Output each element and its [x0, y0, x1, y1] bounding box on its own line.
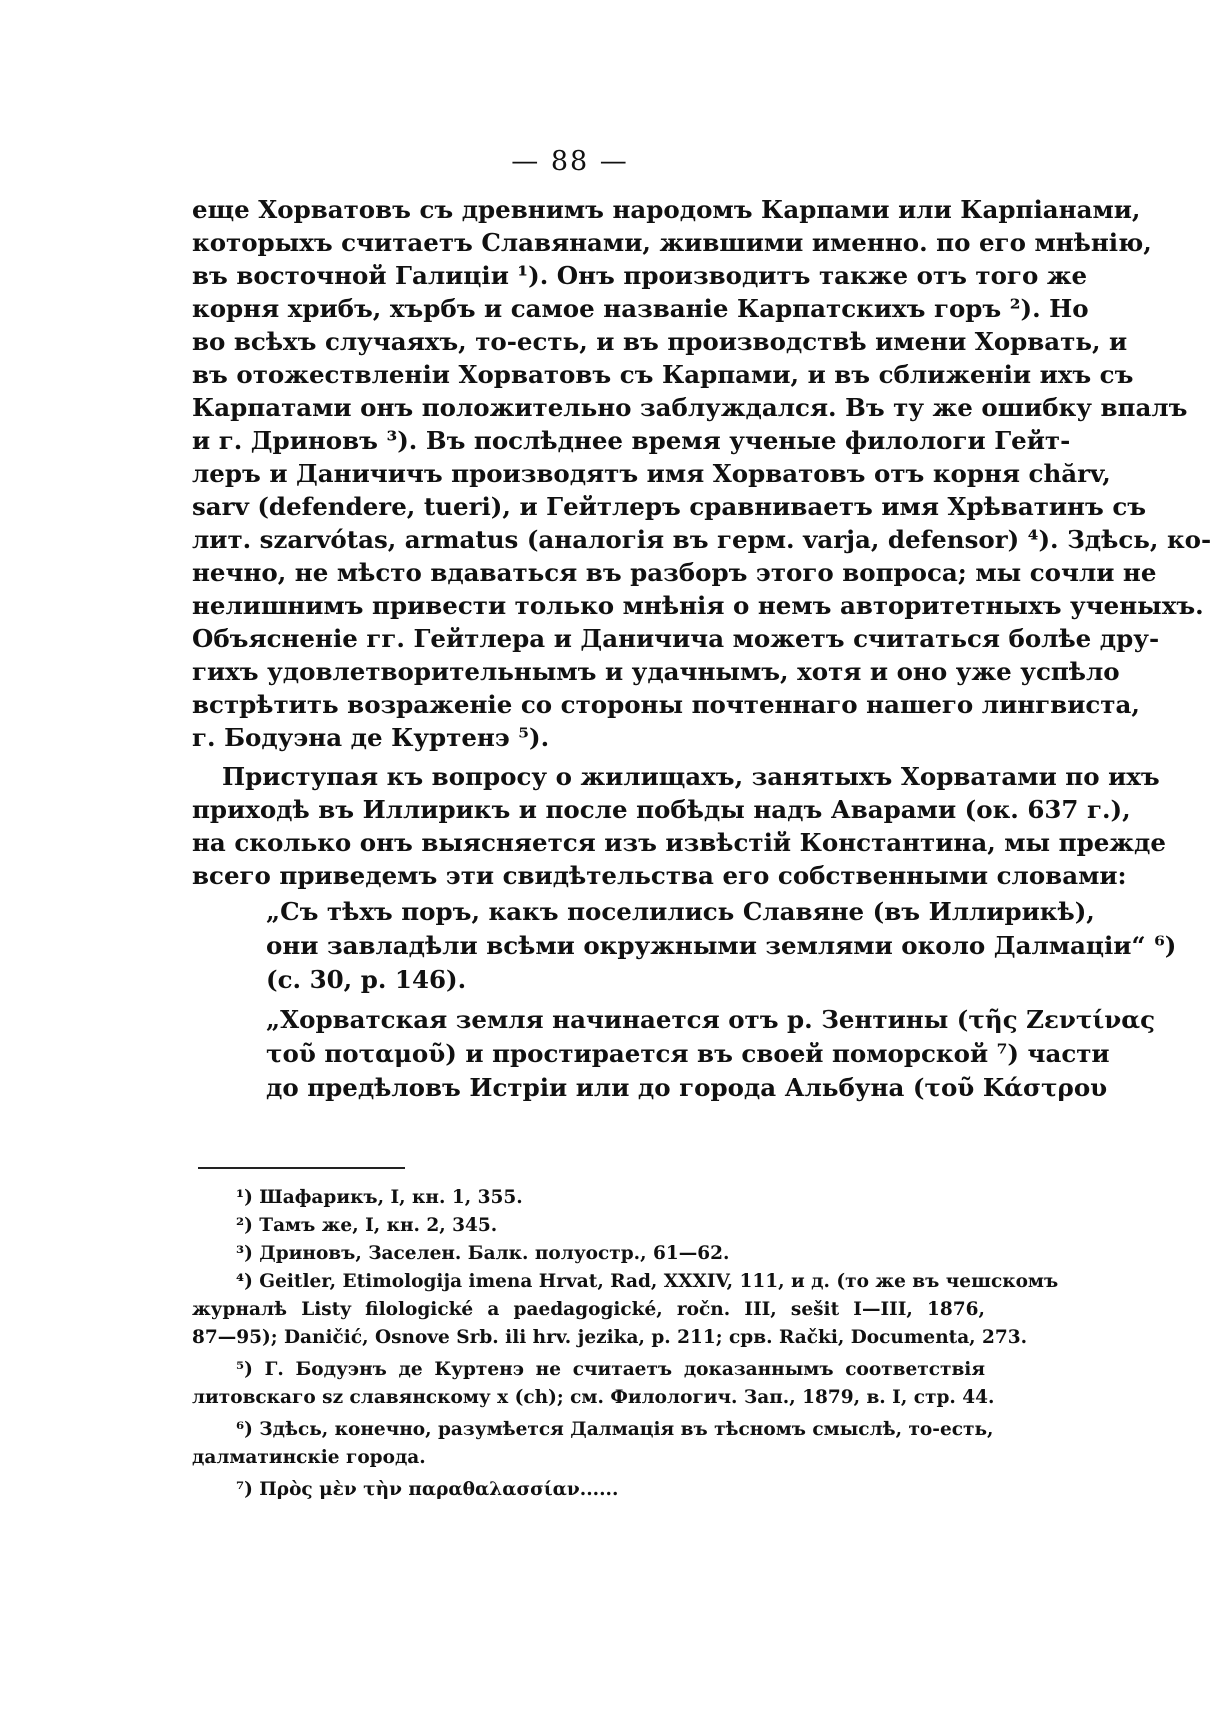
- body-line: нечно, не мѣсто вдаваться въ разборъ этого вопроса; мы сочли не: [192, 558, 1157, 587]
- footnote: ¹) Шафарикъ, I, кн. 1, 355.: [236, 1187, 523, 1208]
- body-line: въ восточной Галиціи ¹). Онъ производитъ также отъ того же: [192, 261, 1088, 290]
- footnote: ⁷) Πρὸς μὲν τὴν παραθαλασσίαν......: [236, 1479, 619, 1500]
- quote-line: до предѣловъ Истріи или до города Альбуна (τοῦ Κάστρου: [266, 1073, 1108, 1102]
- body-line: леръ и Даничичъ производятъ имя Хорватовъ отъ корня chărv,: [192, 459, 1111, 488]
- body-line: во всѣхъ случаяхъ, то-есть, и въ производствѣ имени Хорвать, и: [192, 327, 1128, 356]
- footnote: ⁵) Г. Бодуэнъ де Куртенэ не считаетъ доказаннымъ соответствія: [236, 1359, 985, 1380]
- footnote: далматинскіе города.: [192, 1447, 426, 1468]
- quote-line: „Хорватская земля начинается отъ р. Зентины (τῆς Ζεντίνας: [266, 1005, 1156, 1034]
- body-line: приходѣ въ Иллирикъ и после побѣды надъ Аварами (ок. 637 г.),: [192, 795, 1131, 824]
- body-line: лит. szarvótas, armatus (аналогія въ герм. varja, defensor) ⁴). Здѣсь, ко-: [192, 525, 1211, 554]
- quote-line: (с. 30, р. 146).: [266, 965, 467, 994]
- body-line: Объясненіе гг. Гейтлера и Даничича можетъ считаться болѣе дру-: [192, 624, 1160, 653]
- body-line: встрѣтить возраженіе со стороны почтеннаго нашего лингвиста,: [192, 690, 1140, 719]
- footnote: ⁴) Geitler, Etimologija imena Hrvat, Rad, XXXIV, 111, и д. (то же въ чешскомъ: [236, 1271, 1059, 1292]
- body-line: всего приведемъ эти свидѣтельства его собственными словами:: [192, 861, 1127, 890]
- footnote: 87—95); Daničić, Osnove Srb. ili hrv. jezika, p. 211; срв. Rački, Documenta, 273.: [192, 1327, 1028, 1348]
- body-line: sarv (defendere, tueri), и Гейтлеръ сравниваетъ имя Хрѣватинъ съ: [192, 492, 1147, 521]
- body-line: Приступая къ вопросу о жилищахъ, занятыхъ Хорватами по ихъ: [222, 762, 1160, 791]
- footnote: ⁶) Здѣсь, конечно, разумѣется Далмація въ тѣсномъ смыслѣ, то-есть,: [236, 1419, 994, 1440]
- quote-line: „Съ тѣхъ поръ, какъ поселились Славяне (въ Иллирикѣ),: [266, 897, 1095, 926]
- body-line: которыхъ считаетъ Славянами, жившими именно. по его мнѣнію,: [192, 228, 1152, 257]
- body-line: на сколько онъ выясняется изъ извѣстій Константина, мы прежде: [192, 828, 1166, 857]
- quote-line: они завладѣли всѣми окружными землями около Далмаціи“ ⁶): [266, 931, 1177, 960]
- body-line: нелишнимъ привести только мнѣнія о немъ авторитетныхъ ученыхъ.: [192, 591, 1204, 620]
- body-line: гихъ удовлетворительнымъ и удачнымъ, хотя и оно уже успѣло: [192, 657, 1120, 686]
- footnote: ³) Дриновъ, Заселен. Балк. полуостр., 61—62.: [236, 1243, 730, 1264]
- body-line: г. Бодуэна де Куртенэ ⁵).: [192, 723, 550, 752]
- body-line: еще Хорватовъ съ древнимъ народомъ Карпами или Карпіанами,: [192, 195, 1141, 224]
- footnote: ²) Тамъ же, I, кн. 2, 345.: [236, 1215, 498, 1236]
- footnote-separator: [198, 1167, 405, 1169]
- body-line: и г. Дриновъ ³). Въ послѣднее время ученые филологи Гейт-: [192, 426, 1071, 455]
- footnote: литовскаго sz славянскому х (ch); см. Филологич. Зап., 1879, в. I, стр. 44.: [192, 1387, 995, 1408]
- body-line: въ отожествленіи Хорватовъ съ Карпами, и въ сближеніи ихъ съ: [192, 360, 1134, 389]
- body-line: Карпатами онъ положительно заблуждался. Въ ту же ошибку впалъ: [192, 393, 1188, 422]
- page-number: — 88 —: [511, 146, 629, 177]
- quote-line: τοῦ ποταμοῦ) и простирается въ своей поморской ⁷) части: [266, 1039, 1110, 1068]
- footnote: журналѣ Listy filologické a paedagogické, ročn. III, sešit I—III, 1876,: [192, 1299, 985, 1320]
- body-line: корня хрибъ, хърбъ и самое названіе Карпатскихъ горъ ²). Но: [192, 294, 1089, 323]
